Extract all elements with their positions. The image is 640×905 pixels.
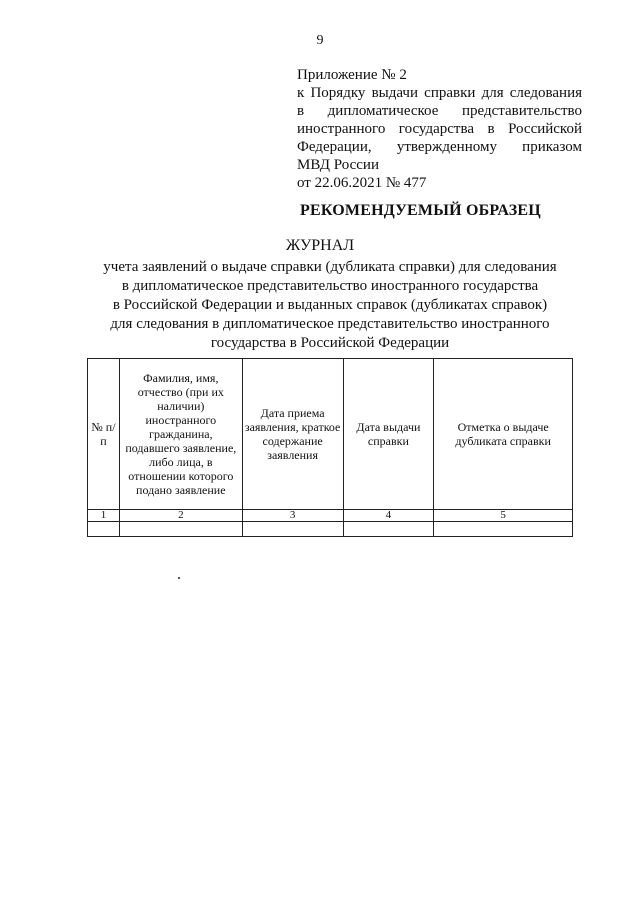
journal-subtitle <box>60 258 600 353</box>
appendix-line: Федерации, утвержденному приказом <box>297 139 582 155</box>
sample-label: РЕКОМЕНДУЕМЫЙ ОБРАЗЕЦ <box>300 202 541 219</box>
journal-title: ЖУРНАЛ <box>285 237 355 254</box>
appendix-line: от 22.06.2021 № 477 <box>297 175 427 191</box>
column-number: 4 <box>343 510 434 522</box>
journal-subtitle-line: в дипломатическое представительство иностранного государства <box>121 278 539 294</box>
appendix-line: иностранного государства в Российской <box>297 121 582 137</box>
column-number: 5 <box>434 510 573 522</box>
table-row <box>88 522 573 537</box>
appendix-line: МВД России <box>297 157 379 173</box>
column-header-receipt-date: Дата приема заявления, краткое содержание заявления <box>242 359 343 510</box>
table-cell <box>119 522 242 537</box>
table-cell <box>434 522 573 537</box>
page-number: 9 <box>316 33 324 48</box>
journal-subtitle-line: учета заявлений о выдаче справки (дубликата справки) для следования <box>103 259 557 275</box>
appendix-line: к Порядку выдачи справки для следования <box>297 85 582 101</box>
appendix-block <box>297 66 582 192</box>
column-number: 3 <box>242 510 343 522</box>
column-header-issue-date: Дата выдачи справки <box>343 359 434 510</box>
appendix-line: в дипломатическое представительство <box>297 103 582 119</box>
table-cell <box>88 522 120 537</box>
table-header-row <box>88 359 573 510</box>
journal-table <box>87 358 573 537</box>
table-cell <box>242 522 343 537</box>
journal-subtitle-line: для следования в дипломатическое представительство иностранного <box>110 316 550 332</box>
table-cell <box>343 522 434 537</box>
column-header-number: № п/п <box>88 359 120 510</box>
column-header-fullname: Фамилия, имя, отчество (при их наличии) иностранного гражданина, подавшего заявление, либо лица, в отношении которого подано заявление <box>119 359 242 510</box>
journal-subtitle-line: государства в Российской Федерации <box>210 335 450 351</box>
column-number: 2 <box>119 510 242 522</box>
column-header-duplicate-mark: Отметка о выдаче дубликата справки <box>434 359 573 510</box>
appendix-line: Приложение № 2 <box>297 67 407 83</box>
scan-speck <box>178 577 180 579</box>
column-number: 1 <box>88 510 120 522</box>
journal-subtitle-line: в Российской Федерации и выданных справок (дубликатах справок) <box>112 297 548 313</box>
column-number-row <box>88 510 573 522</box>
